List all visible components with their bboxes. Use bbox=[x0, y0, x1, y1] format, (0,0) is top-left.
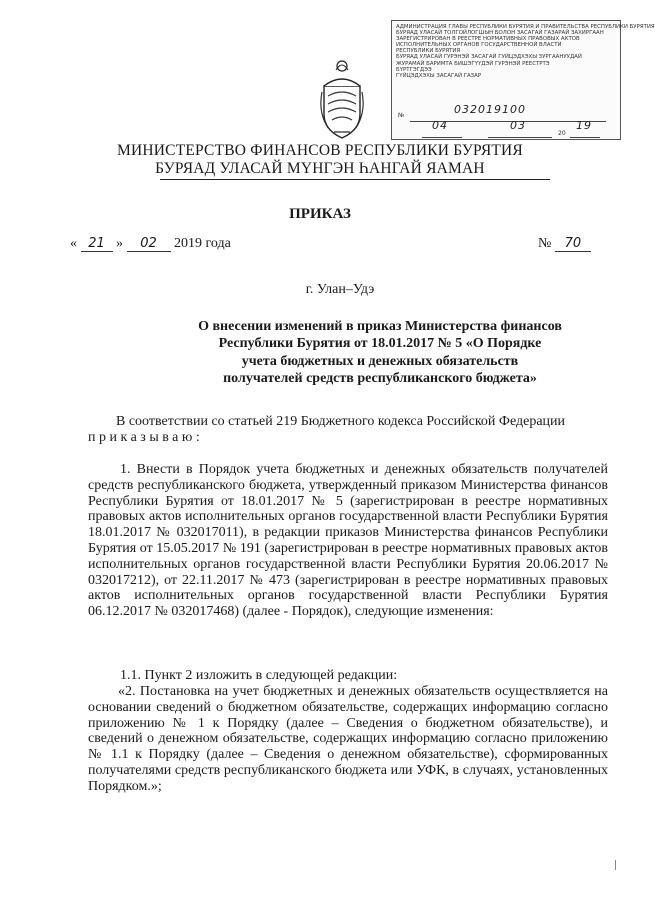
stamp-line: АДМИНИСТРАЦИЯ ГЛАВЫ РЕСПУБЛИКИ БУРЯТИЯ И ПРАВИТЕЛЬСТВА РЕСПУБЛИКИ БУРЯТИЯ bbox=[396, 24, 655, 30]
date-open-quote: « bbox=[70, 236, 77, 251]
stamp-day: 04 bbox=[432, 119, 448, 132]
stamp-line: ЖУРАМАЙ БАРИМТА БИШЭГҮҮДЭЙ ГУРЭНЭЙ РЕЕСТРТЭ bbox=[396, 60, 550, 67]
stamp-line: БҮРТГЭГДЭЭ bbox=[396, 66, 432, 73]
order-number-value: 70 bbox=[555, 236, 591, 252]
stamp-year-underline bbox=[570, 137, 600, 138]
subject-line: О внесении изменений в приказ Министерства финансов bbox=[198, 319, 562, 334]
stamp-line: БУРЯАД УЛАСАЙ ТОЛГОЙЛОГШЫН БОЛОН ЗАСАГАЙ ГАЗАРАЙ ЗАХИРГААН bbox=[396, 30, 604, 37]
document-title: ПРИКАЗ bbox=[289, 206, 351, 222]
ministry-name-russian: МИНИСТЕРСТВО ФИНАНСОВ РЕСПУБЛИКИ БУРЯТИЯ bbox=[117, 142, 523, 159]
stamp-line: ГҮЙЦЭДХЭХЫ ЗАСАГАЙ ГАЗАР bbox=[396, 72, 482, 79]
order-number bbox=[538, 236, 591, 252]
stamp-year-prefix: 20 bbox=[558, 130, 566, 137]
paragraph-item-1: 1. Внести в Порядок учета бюджетных и денежных обязательств получателей средств республиканского бюджета, утвержденный приказом Министерства финансов Республики Бурятия от 18.01.2017 № 5 (зарегистрирован в реестре нормативных правовых актов исполнительных органов государственной власти Республики Бурятия 18.01.2017 № 032017011), в редакции приказов Министерства финансов Республики Бурятия от 15.05.2017 № 191 (зарегистрирован в реестре нормативных правовых актов исполнительных органов государственной власти Республики Бурятия 20.06.2017 № 032017212), от 22.11.2017 № 473 (зарегистрирован в реестре нормативных правовых актов исполнительных органов государственной власти Республики Бурятия 06.12.2017 № 032017468) (далее - Порядок), следующие изменения: bbox=[88, 462, 608, 620]
order-number-label: № bbox=[538, 236, 552, 251]
paragraph-quote: «2. Постановка на учет бюджетных и денежных обязательств осуществляется на основании сведений о бюджетном обязательстве, содержащих информацию согласно приложению № 1 к Порядку (далее – Сведения о бюджетном обязательстве), и сведений о денежном обязательстве, содержащих информацию согласно приложению № 1.1 к Порядку (далее – Сведения о денежном обязательстве), сформированных получателями средств республиканского бюджета или УФК, в случаях, установленных Порядком.»; bbox=[88, 684, 608, 794]
subject-line: учета бюджетных и денежных обязательств bbox=[241, 353, 519, 369]
ministry-name-buryat: БУРЯАД УЛАСАЙ МҮНГЭН ҺАНГАЙ ЯАМАН bbox=[155, 160, 485, 177]
stamp-reg-number: 032019100 bbox=[454, 103, 526, 116]
stamp-line: БУРЯАД УЛАСАЙ ГУРЭНЭЙ ЗАСАГАЙ ГУЙЦЭДХЭХЫ ЗУРГААНУУДАЙ bbox=[396, 54, 582, 61]
stamp-month-underline bbox=[488, 137, 552, 138]
coat-of-arms-emblem bbox=[318, 52, 366, 140]
date-day: 21 bbox=[81, 236, 113, 252]
registration-stamp bbox=[391, 20, 655, 140]
stamp-line: ЗАРЕГИСТРИРОВАН В РЕЕСТРЕ НОРМАТИВНЫХ ПРАВОВЫХ АКТОВ bbox=[396, 36, 580, 43]
subject-line: получателей средств республиканского бюджета» bbox=[223, 370, 537, 386]
stamp-line: РЕСПУБЛИКИ БУРЯТИЯ bbox=[396, 48, 461, 55]
scan-edge-mark bbox=[615, 860, 616, 870]
header-divider bbox=[160, 179, 550, 180]
date-close-quote: » bbox=[116, 236, 123, 251]
date-year: 2019 года bbox=[174, 236, 231, 251]
city: г. Улан–Удэ bbox=[305, 282, 375, 297]
stamp-reg-label: № bbox=[398, 112, 405, 119]
stamp-month: 03 bbox=[510, 119, 526, 132]
date-month: 02 bbox=[127, 236, 171, 252]
stamp-day-underline bbox=[422, 137, 462, 138]
order-subject bbox=[160, 318, 600, 387]
stamp-line: ИСПОЛНИТЕЛЬНЫХ ОРГАНОВ ГОСУДАРСТВЕННОЙ ВЛАСТИ bbox=[396, 42, 562, 49]
stamp-year: 19 bbox=[576, 119, 592, 132]
preamble: В соответствии со статьей 219 Бюджетного кодекса Российской Федерации bbox=[116, 414, 566, 429]
paragraph-item-1-1: 1.1. Пункт 2 изложить в следующей редакции: bbox=[120, 668, 398, 683]
order-date bbox=[70, 236, 231, 252]
order-word: приказываю: bbox=[88, 430, 204, 445]
subject-line: Республики Бурятия от 18.01.2017 № 5 «О Порядке bbox=[218, 336, 542, 352]
